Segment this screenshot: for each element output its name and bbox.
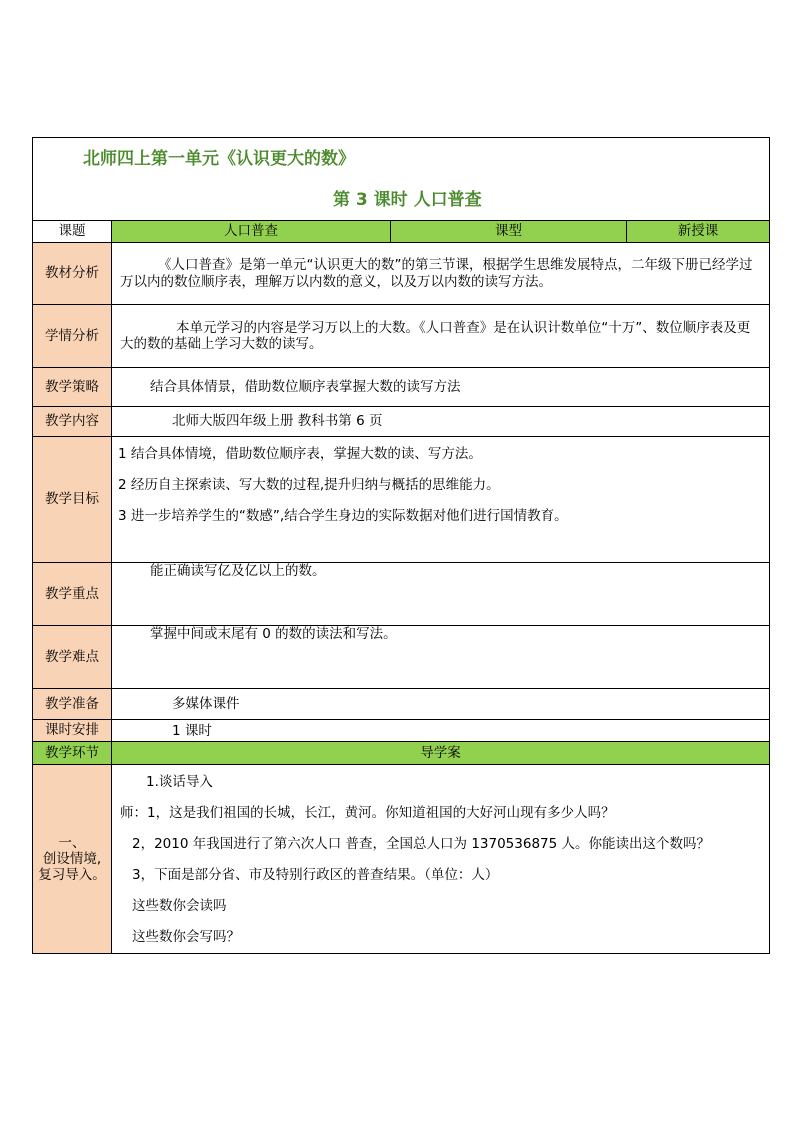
topic-value: 人口普查 xyxy=(112,221,391,243)
type-value: 新授课 xyxy=(627,221,770,243)
stage-header-label: 教学环节 xyxy=(33,742,112,765)
time-text: 1 课时 xyxy=(112,720,770,742)
stage1-label-line: 创设情境, xyxy=(42,850,102,867)
goals-label: 教学目标 xyxy=(33,437,112,563)
student-text: 本单元学习的内容是学习万以上的大数。《人口普查》是在认识计数单位“十万”、数位顺序表及更大的数的基础上学习大数的读写。 xyxy=(112,305,770,368)
material-label: 教材分析 xyxy=(33,243,112,305)
goal-item: 3 进一步培养学生的“数感”,结合学生身边的实际数据对他们进行国情教育。 xyxy=(118,508,568,524)
stage1-line: 这些数你会读吗 xyxy=(132,898,227,914)
stage1-line: 这些数你会写吗？ xyxy=(132,929,240,945)
topic-label: 课题 xyxy=(33,221,112,243)
lesson-plan-table xyxy=(32,137,770,954)
goal-item: 2 经历自主探索读、写大数的过程,提升归纳与概括的思维能力。 xyxy=(118,477,500,493)
time-label: 课时安排 xyxy=(33,720,112,742)
stage1-line: 2，2010 年我国进行了第六次人口 普查，全国总人口为 1370536875 人。你能读出这个数吗？ xyxy=(132,836,711,852)
content-label: 教学内容 xyxy=(33,407,112,437)
difficulty-label: 教学难点 xyxy=(33,626,112,689)
stage-header-value: 导学案 xyxy=(112,742,770,765)
type-label: 课型 xyxy=(391,221,627,243)
title-cell xyxy=(33,138,770,221)
material-text: 《人口普查》是第一单元“认识更大的数”的第三节课，根据学生思维发展特点，二年级下册已经学过万以内的数位顺序表，理解万以内数的意义，以及万以内数的读写方法。 xyxy=(112,243,770,305)
strategy-label: 教学策略 xyxy=(33,368,112,407)
focus-text: 能正确读写亿及亿以上的数。 xyxy=(112,563,770,626)
strategy-text: 结合具体情景，借助数位顺序表掌握大数的读写方法 xyxy=(112,368,770,407)
stage1-line: 师：1，这是我们祖国的长城，长江，黄河。你知道祖国的大好河山现有多少人吗？ xyxy=(120,805,615,821)
page-title: 北师四上第一单元《认识更大的数》 xyxy=(83,149,355,169)
stage1-line: 1.谈话导入 xyxy=(146,774,213,790)
stage1-content xyxy=(112,765,770,954)
goals-cell xyxy=(112,437,770,563)
stage1-label xyxy=(33,765,112,954)
stage1-line: 3，下面是部分省、市及特别行政区的普查结果。（单位：人） xyxy=(132,867,499,883)
prep-label: 教学准备 xyxy=(33,689,112,720)
lesson-plan xyxy=(32,137,769,954)
focus-label: 教学重点 xyxy=(33,563,112,626)
stage1-label-line: 复习导入。 xyxy=(38,867,106,884)
lesson-subtitle: 第 3 课时 人口普查 xyxy=(333,190,482,210)
prep-text: 多媒体课件 xyxy=(112,689,770,720)
difficulty-text: 掌握中间或末尾有 0 的数的读法和写法。 xyxy=(112,626,770,689)
student-label: 学情分析 xyxy=(33,305,112,368)
goal-item: 1 结合具体情境，借助数位顺序表，掌握大数的读、写方法。 xyxy=(118,446,482,462)
stage1-label-line: 一、 xyxy=(58,834,86,851)
content-text: 北师大版四年级上册 教科书第 6 页 xyxy=(112,407,770,437)
